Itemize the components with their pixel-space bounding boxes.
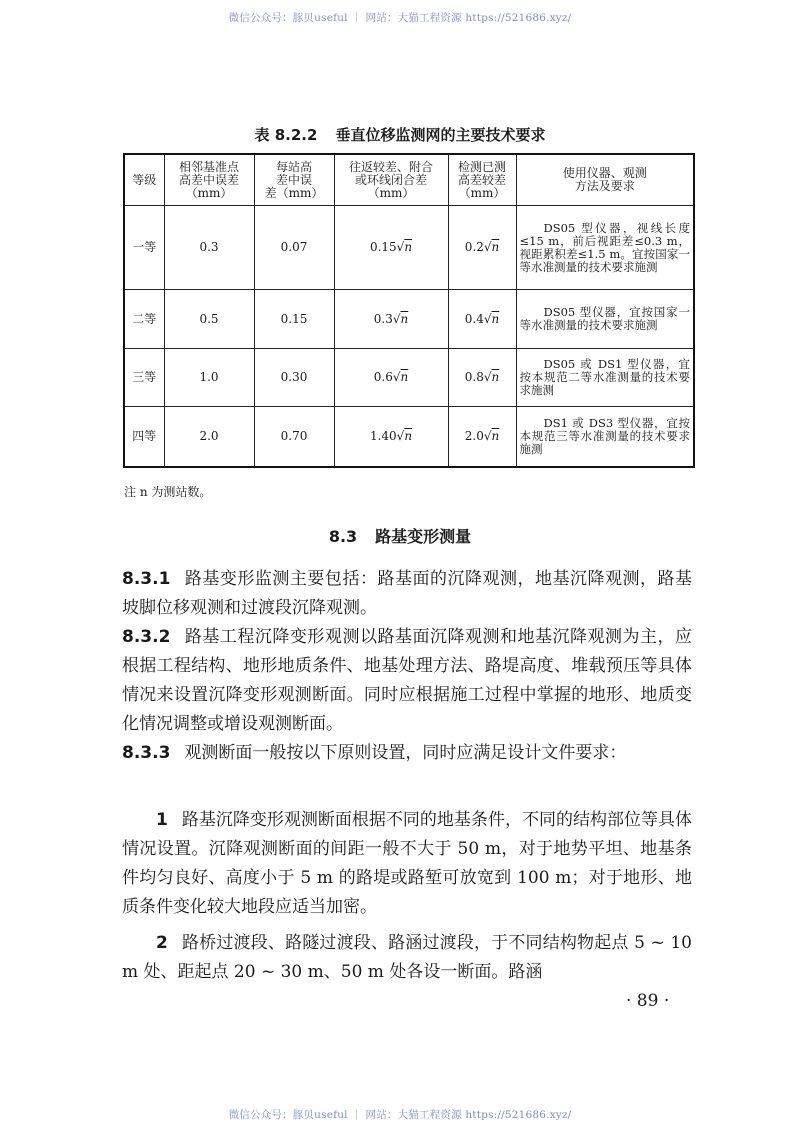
clause-number: 8.3.2 (122, 627, 171, 647)
section-title: 路基变形测量 (375, 527, 472, 546)
header-closure: 往返较差、附合 或环线闭合差 （mm） (334, 154, 448, 206)
header-grade: 等级 (124, 154, 164, 206)
section-number: 8.3 (328, 527, 358, 546)
cell-grade: 四等 (124, 407, 164, 467)
item-text: 路基沉降变形观测断面根据不同的地基条件，不同的结构部位等具体情况设置。沉降观测断面的间距一般不大于 50 m，对于地势平坦、地基条件均匀良好、高度小于 5 m 的路堤或路堑可放宽到 100 m；对于地形、地质条件变化较大地段应适当加密。 (122, 810, 692, 917)
cell-benchmark-error: 0.3 (164, 206, 254, 290)
cell-closure: 0.6√n (334, 349, 448, 407)
clause-number: 8.3.1 (122, 569, 171, 589)
table-number: 表 8.2.2 (254, 126, 318, 144)
cell-grade: 一等 (124, 206, 164, 290)
cell-requirements: DS05 或 DS1 型仪器，宜按本规范二等水准测量的技术要求施测 (516, 349, 694, 407)
cell-benchmark-error: 1.0 (164, 349, 254, 407)
cell-station-error: 0.70 (254, 407, 334, 467)
header-benchmark-error: 相邻基准点 高差中误差 （mm） (164, 154, 254, 206)
cell-check-diff: 2.0√n (448, 407, 516, 467)
list-item-1 (122, 806, 692, 922)
clause-text: 路基变形监测主要包括：路基面的沉降观测，地基沉降观测，路基坡脚位移观测和过渡段沉降观测。 (122, 569, 692, 618)
list-item-2 (122, 929, 692, 987)
table-note: 注 n 为测站数。 (124, 485, 212, 499)
watermark-bottom: 微信公众号：豚贝useful ｜ 网站：大猫工程资源 https://521686.xyz/ (228, 1109, 572, 1121)
clause-8-3-1 (122, 565, 692, 623)
cell-check-diff: 0.2√n (448, 206, 516, 290)
clause-8-3-2 (122, 623, 692, 739)
item-number: 1 (156, 810, 168, 830)
clause-text: 观测断面一般按以下原则设置，同时应满足设计文件要求： (184, 743, 627, 763)
cell-check-diff: 0.8√n (448, 349, 516, 407)
cell-station-error: 0.15 (254, 290, 334, 349)
cell-requirements: DS1 或 DS3 型仪器，宜按本规范三等水准测量的技术要求施测 (516, 407, 694, 467)
header-requirements: 使用仪器、观测 方法及要求 (516, 154, 694, 206)
cell-requirements: DS05 型仪器，宜按国家一等水准测量的技术要求施测 (516, 290, 694, 349)
cell-grade: 三等 (124, 349, 164, 407)
cell-station-error: 0.30 (254, 349, 334, 407)
item-number: 2 (156, 933, 168, 953)
cell-check-diff: 0.4√n (448, 290, 516, 349)
header-check-diff: 检测已测 高差较差 （mm） (448, 154, 516, 206)
cell-benchmark-error: 0.5 (164, 290, 254, 349)
cell-closure: 0.15√n (334, 206, 448, 290)
cell-grade: 二等 (124, 290, 164, 349)
table-row (124, 407, 694, 467)
cell-station-error: 0.07 (254, 206, 334, 290)
table-title: 垂直位移监测网的主要技术要求 (335, 126, 546, 144)
cell-requirements: DS05 型仪器，视线长度≤15 m，前后视距差≤0.3 m，视距累积差≤1.5 m。宜按国家一等水准测量的技术要求施测 (516, 206, 694, 290)
clause-text: 路基工程沉降变形观测以路基面沉降观测和地基沉降观测为主，应根据工程结构、地形地质条件、地基处理方法、路堤高度、堆载预压等具体情况来设置沉降变形观测断面。同时应根据施工过程中掌握的地形、地质变化情况调整或增设观测断面。 (122, 627, 692, 734)
cell-benchmark-error: 2.0 (164, 407, 254, 467)
cell-closure: 1.40√n (334, 407, 448, 467)
table-row (124, 349, 694, 407)
cell-closure: 0.3√n (334, 290, 448, 349)
table-row (124, 290, 694, 349)
table-caption (0, 124, 800, 145)
technical-requirements-table (123, 153, 695, 468)
clause-8-3-3 (122, 739, 692, 768)
table-row (124, 206, 694, 290)
item-text: 路桥过渡段、路隧过渡段、路涵过渡段，于不同结构物起点 5 ~ 10 m 处、距起点 20 ~ 30 m、50 m 处各设一断面。路涵 (122, 933, 692, 982)
page-number: · 89 · (626, 991, 670, 1011)
clause-number: 8.3.3 (122, 743, 171, 763)
section-heading (0, 524, 800, 547)
watermark-top: 微信公众号：豚贝useful ｜ 网站：大猫工程资源 https://521686.xyz/ (228, 12, 572, 24)
table-header-row (124, 154, 694, 206)
header-station-error: 每站高 差中误 差（mm） (254, 154, 334, 206)
